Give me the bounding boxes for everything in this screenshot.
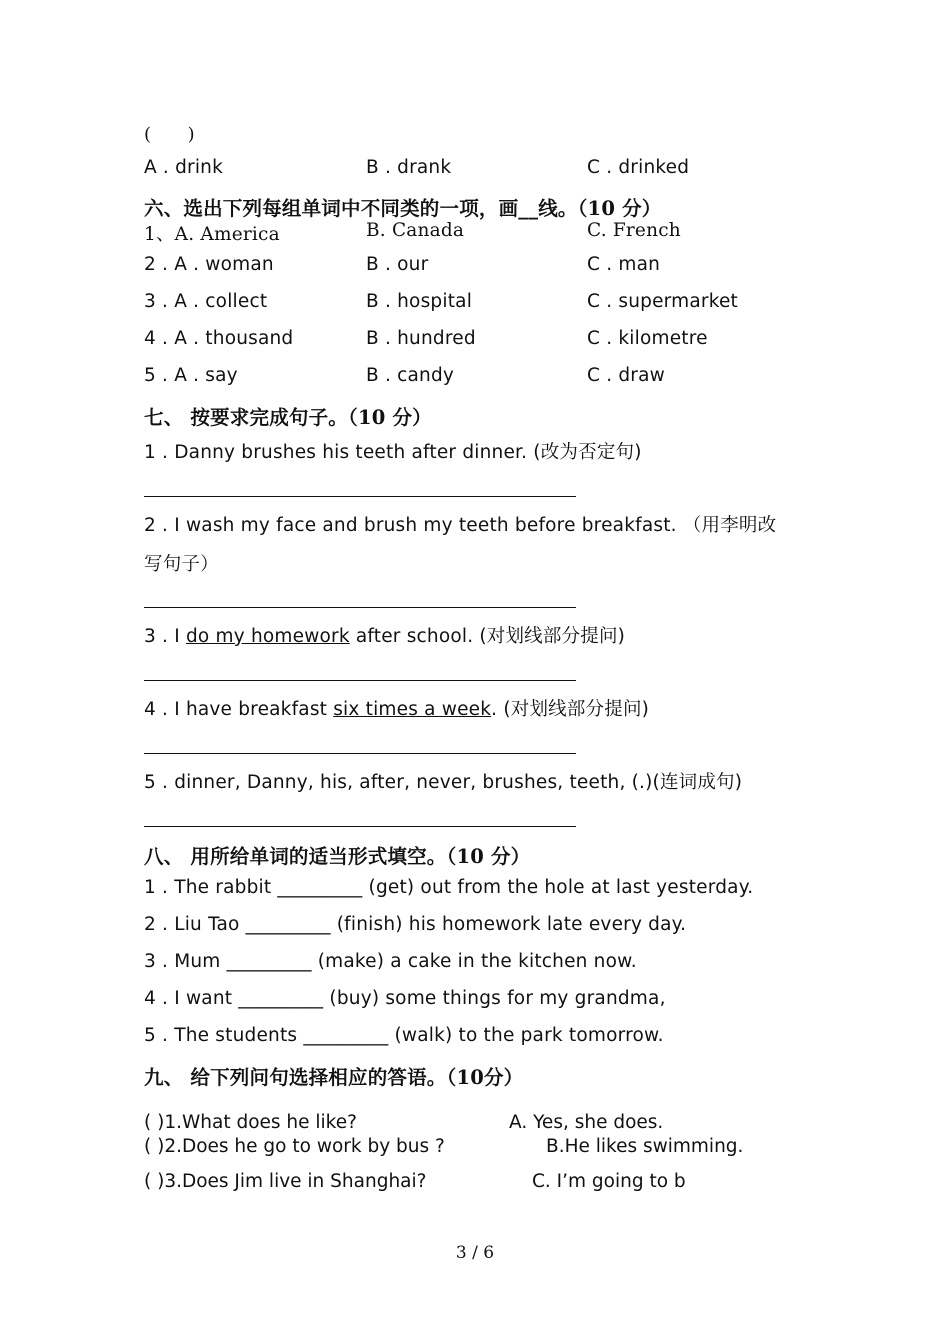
s9-question-2: ( )2.Does he go to work by bus ? [144, 1136, 445, 1157]
s6-row-3-c: C . supermarket [587, 291, 738, 312]
answer-line [144, 607, 576, 608]
s6-row-4-c: C . kilometre [587, 328, 708, 349]
s6-row-1-c: C. French [587, 220, 681, 241]
s9-question-1: ( )1.What does he like? [144, 1112, 357, 1133]
q3-prefix: 3 . I [144, 626, 186, 647]
s8-item-3: 3 . Mum _________ (make) a cake in the kitchen now. [144, 951, 637, 972]
answer-line [144, 680, 576, 681]
q4-prefix: 4 . I have breakfast [144, 699, 334, 720]
s6-row-1-a: 1、A. America [144, 224, 280, 245]
option-a: A . drink [144, 157, 224, 178]
s6-row-3-b: B . hospital [366, 291, 473, 312]
q3-underlined: do my homework [185, 626, 350, 647]
section-7-heading: 七、 按要求完成句子。（10 分） [144, 406, 432, 429]
s6-row-5-a: 5 . A . say [144, 365, 238, 386]
answer-bracket: ( ) [144, 124, 195, 145]
section-8-heading: 八、 用所给单词的适当形式填空。（10 分） [144, 845, 531, 868]
option-row [144, 157, 844, 183]
s7-question-2-cont: 写句子） [144, 554, 219, 575]
s9-answer-c: C. I’m going to b [532, 1171, 686, 1192]
s6-row-4-a: 4 . A . thousand [144, 328, 294, 349]
s6-row-4 [144, 328, 844, 354]
s8-item-5: 5 . The students _________ (walk) to the park tomorrow. [144, 1025, 664, 1046]
q4-suffix: . (对划线部分提问) [491, 699, 650, 720]
s7-question-1: 1 . Danny brushes his teeth after dinner. (改为否定句) [144, 442, 642, 463]
s8-item-4: 4 . I want _________ (buy) some things for my grandma, [144, 988, 666, 1009]
section-6-heading: 六、选出下列每组单词中不同类的一项，画__线。（10 分） [144, 197, 662, 220]
s7-question-2: 2 . I wash my face and brush my teeth before breakfast. （用李明改 [144, 515, 777, 536]
s6-row-4-b: B . hundred [366, 328, 476, 349]
answer-line [144, 496, 576, 497]
s8-item-2: 2 . Liu Tao _________ (finish) his homework late every day. [144, 914, 687, 935]
option-b: B . drank [366, 157, 452, 178]
s6-row-2-c: C . man [587, 254, 661, 275]
s6-row-3 [144, 291, 844, 317]
option-c: C . drinked [587, 157, 690, 178]
s9-answer-b: B.He likes swimming. [546, 1136, 744, 1157]
answer-line [144, 826, 576, 827]
s6-row-3-a: 3 . A . collect [144, 291, 268, 312]
s7-question-5: 5 . dinner, Danny, his, after, never, brushes, teeth, (.)(连词成句) [144, 772, 743, 793]
s9-answer-a: A. Yes, she does. [509, 1112, 664, 1133]
section-9-heading: 九、 给下列问句选择相应的答语。（10分） [144, 1066, 524, 1089]
q3-suffix: after school. (对划线部分提问) [349, 626, 626, 647]
s7-question-3 [144, 622, 625, 648]
s7-question-4 [144, 695, 649, 721]
s9-question-3: ( )3.Does Jim live in Shanghai? [144, 1171, 427, 1192]
s6-row-1-b: B. Canada [366, 220, 465, 241]
q4-underlined: six times a week [333, 699, 492, 720]
page-number: 3 / 6 [455, 1243, 495, 1263]
s6-row-2 [144, 254, 844, 280]
s6-row-2-b: B . our [366, 254, 429, 275]
s6-row-5 [144, 365, 844, 391]
answer-line [144, 753, 576, 754]
s6-row-1 [144, 220, 844, 246]
s6-row-5-c: C . draw [587, 365, 665, 386]
s6-row-5-b: B . candy [366, 365, 455, 386]
s6-row-2-a: 2 . A . woman [144, 254, 274, 275]
s8-item-1: 1 . The rabbit _________ (get) out from the hole at last yesterday. [144, 877, 754, 898]
